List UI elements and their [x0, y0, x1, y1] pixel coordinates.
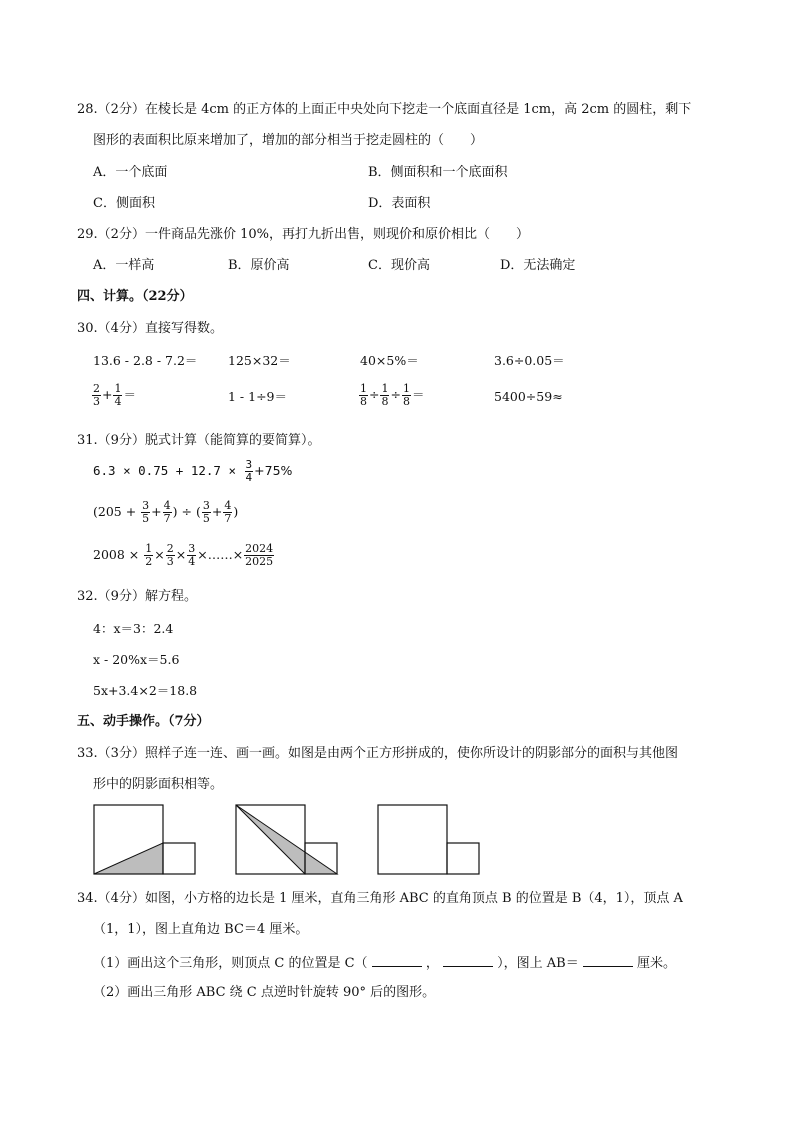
fraction: $\frac{1}{2}$ [145, 542, 153, 568]
q30-title: 30.（4分）直接写得数。 [77, 321, 223, 336]
section-5-heading: 五、动手操作。（7分） [77, 714, 210, 729]
q30-item-1: 13.6 - 2.8 - 7.2＝ [93, 353, 198, 368]
fraction: $\frac{3}{5}$ [202, 499, 210, 525]
fraction: $\frac{3}{4}$ [245, 458, 253, 484]
fraction: $\frac{1}{8}$ [402, 382, 410, 408]
section-4-heading: 四、计算。（22分） [77, 289, 193, 304]
q32-equation-2: x - 20%x＝5.6 [93, 652, 180, 667]
q34-line2: （1，1），图上直角边 BC＝4 厘米。 [93, 922, 309, 937]
q34-part-2: （2）画出三角形 ABC 绕 C 点逆时针旋转 90° 后的图形。 [93, 985, 436, 1000]
shaded-figure-2 [234, 803, 344, 877]
q29-option-a: A．一样高 [93, 258, 155, 273]
q34-part-1: （1）画出这个三角形，则顶点 C 的位置是 C（ ， ），图上 AB＝ 厘米。 [93, 953, 676, 973]
fraction: $\frac{4}{7}$ [224, 499, 232, 525]
shaded-figure-1 [92, 803, 202, 877]
q29-option-b: B．原价高 [228, 258, 290, 273]
q31-expression-3: 2008 × $\frac{1}{2}$ × $\frac{2}{3}$ × $\frac{3}{4}$ ×……× $\frac{2024}{2025}$ [93, 542, 274, 568]
q29-line1: 29.（2分）一件商品先涨价 10%，再打九折出售，则现价和原价相比（ ） [77, 227, 529, 242]
fraction: $\frac{2024}{2025}$ [245, 542, 274, 568]
q30-item-2: 125×32＝ [228, 353, 291, 368]
fraction: $\frac{4}{7}$ [163, 499, 171, 525]
q30-item-5: $\frac{2}{3}$ + $\frac{1}{4}$ ＝ [93, 382, 136, 408]
fraction: $\frac{1}{8}$ [381, 382, 389, 408]
fraction: $\frac{3}{5}$ [142, 499, 150, 525]
answer-blank-cy[interactable] [443, 953, 493, 967]
fraction: $\frac{1}{8}$ [360, 382, 367, 408]
answer-blank-ab[interactable] [583, 953, 633, 967]
q30-item-3: 40×5%＝ [360, 353, 419, 368]
q33-line2: 形中的阴影面积相等。 [93, 777, 224, 792]
q30-item-6: 1 - 1÷9＝ [228, 389, 288, 404]
q28-option-d: D．表面积 [368, 196, 431, 211]
q28-option-a: A．一个底面 [93, 165, 168, 180]
fraction: $\frac{3}{4}$ [188, 542, 196, 568]
answer-blank-cx[interactable] [372, 953, 422, 967]
q32-equation-3: 5x+3.4×2＝18.8 [93, 683, 198, 698]
q32-title: 32.（9分）解方程。 [77, 589, 197, 604]
q28-line2: 图形的表面积比原来增加了，增加的部分相当于挖走圆柱的（ ） [93, 133, 484, 148]
q31-expression-1: 6.3 × 0.75 + 12.7 × $\frac{3}{4}$ +75% [93, 458, 293, 484]
blank-figure-3[interactable] [376, 803, 486, 877]
q30-item-8: 5400÷59≈ [494, 389, 563, 404]
q32-equation-1: 4：x＝3：2.4 [93, 621, 174, 636]
q29-option-c: C．现价高 [368, 258, 430, 273]
q29-option-d: D．无法确定 [500, 258, 576, 273]
q33-line1: 33.（3分）照样子连一连、画一画。如图是由两个正方形拼成的，使你所设计的阴影部分的面积与其他图 [77, 746, 678, 761]
fraction: $\frac{2}{3}$ [166, 542, 174, 568]
q30-item-4: 3.6÷0.05＝ [494, 353, 565, 368]
q31-title: 31.（9分）脱式计算（能简算的要简算）。 [77, 433, 321, 448]
q28-line1: 28.（2分）在棱长是 4cm 的正方体的上面正中央处向下挖走一个底面直径是 1cm，高 2cm 的圆柱，剩下 [77, 102, 692, 117]
fraction: $\frac{2}{3}$ [93, 382, 100, 408]
q31-expression-2: (205 + $\frac{3}{5}$ + $\frac{4}{7}$ ) ÷ ( $\frac{3}{5}$ + $\frac{4}{7}$ ) [93, 499, 239, 525]
q34-line1: 34.（4分）如图，小方格的边长是 1 厘米，直角三角形 ABC 的直角顶点 B 的位置是 B（4，1），顶点 A [77, 891, 683, 906]
q28-option-b: B．侧面积和一个底面积 [368, 165, 508, 180]
fraction: $\frac{1}{4}$ [114, 382, 122, 408]
q28-option-c: C．侧面积 [93, 196, 155, 211]
q30-item-7: $\frac{1}{8}$ ÷ $\frac{1}{8}$ ÷ $\frac{1}{8}$ ＝ [360, 382, 425, 408]
